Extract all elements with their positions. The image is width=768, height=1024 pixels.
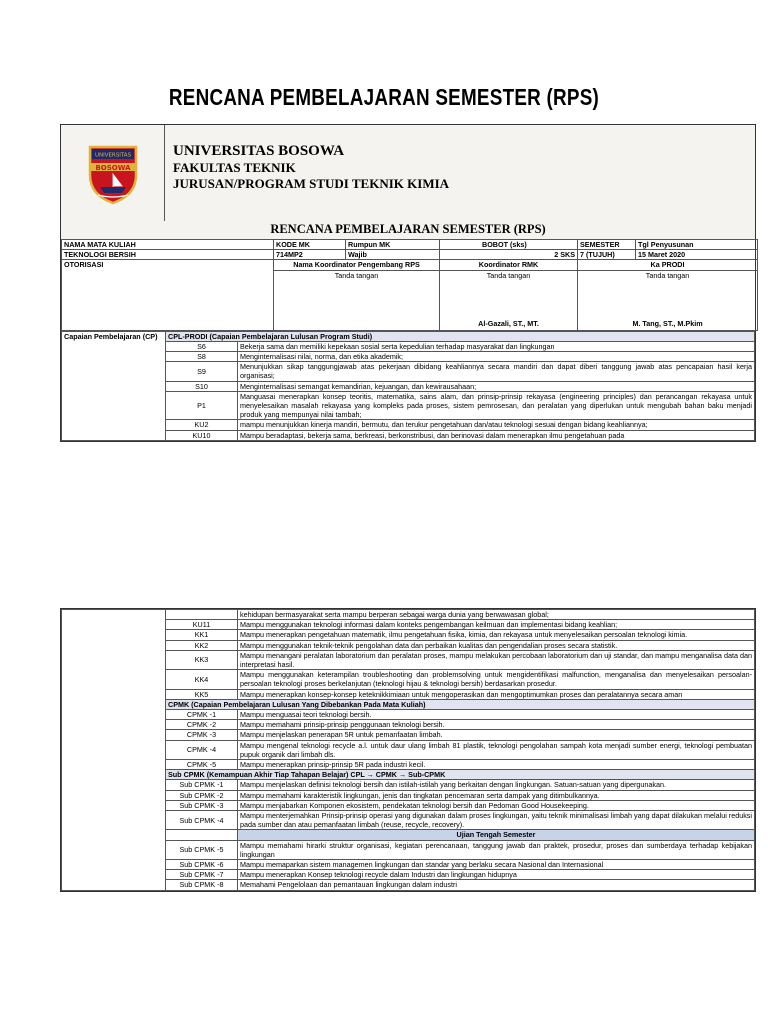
koord-rmk-label: Koordinator RMK [440, 260, 578, 270]
cpl-item-code: KU2 [166, 420, 238, 430]
sub-cpmk-item-code: Sub CPMK -6 [166, 860, 238, 870]
cp-table [61, 331, 755, 441]
otorisasi-label: OTORISASI [62, 260, 274, 330]
ka-prodi-label: Ka PRODI [578, 260, 758, 270]
cpl-item-text: Bekerja sama dan memiliki kepekaan sosial serta kepedulian terhadap masyarakat dan lingkungan [238, 341, 755, 351]
cp-continuation-table [61, 609, 755, 891]
sign-prodi: Tanda tangan M. Tang, ST., M.Pkim [578, 270, 758, 330]
course-name: TEKNOLOGI BERSIH [62, 250, 274, 260]
cpmk-item-text: Mampu mengenal teknologi recycle a.l. untuk daur ulang limbah 81 plastik, teknologi pengolahan sampah kota menjadi sumber energi, teknologi pembuatan pupuk organik dari limbah dls. [238, 740, 755, 759]
cp-label-empty [62, 610, 166, 891]
cpmk-item-text: Mampu memahami prinsip-prinsip penggunaan teknologi bersih. [238, 720, 755, 730]
cp-label: Capaian Pembelajaran (CP) [62, 331, 166, 440]
sub-cpmk-item-text: Mampu memahami karakteristik lingkungan, jenis dan tingkatan pencemaran serta dampak yang ditimbulkannya. [238, 790, 755, 800]
department-name: JURUSAN/PROGRAM STUDI TEKNIK KIMIA [173, 176, 450, 191]
cpl-item-code: KU10 [166, 430, 238, 440]
svg-text:UNIVERSITAS: UNIVERSITAS [94, 152, 131, 159]
cpl-item-code: KK2 [166, 640, 238, 650]
sub-cpmk-item-text: Mampu memaparkan sistem managemen lingkungan dan standar yang berlaku secara Nasional dan Internasional [238, 860, 755, 870]
course-semester: 7 (TUJUH) [578, 250, 636, 260]
faculty-name: FAKULTAS TEKNIK [173, 160, 296, 175]
svg-text:BOSOWA: BOSOWA [94, 163, 131, 172]
col-semester: SEMESTER [578, 240, 636, 250]
sub-cpmk-header: Sub CPMK (Kemampuan Akhir Tiap Tahapan Belajar) CPL → CPMK → Sub-CPMK [166, 770, 755, 780]
sub-cpmk-item-text: Mampu menerapkan Konsep teknologi recycle dalam Industri dan lingkungan hidupnya [238, 870, 755, 880]
rps-subtitle: RENCANA PEMBELAJARAN SEMESTER (RPS) [61, 221, 755, 239]
rmk-name: Al-Gazali, ST., MT. [478, 319, 539, 329]
cpl-item-code: KK5 [166, 689, 238, 699]
uts-spacer [166, 830, 238, 840]
cpl-item-code: P1 [166, 391, 238, 420]
cpl-item-text: Mampu menggunakan keterampilan troubleshooting dan problemsolving untuk mengidentifikasi malfunction, menganalisa dan menyelesaikan persoalan-persoalan teknologi proses berkelanjutan (teknologi hijau & teknologi bersih) berdasarkan prosedur. [238, 670, 755, 689]
cpmk-header: CPMK (Capaian Pembelajaran Lulusan Yang Dibebankan Pada Mata Kuliah) [166, 699, 755, 709]
cpmk-item-text: Mampu menerapkan prinsip-prinsip 5R pada industri kecil. [238, 760, 755, 770]
sub-cpmk-item-code: Sub CPMK -2 [166, 790, 238, 800]
cpl-item-code: S9 [166, 362, 238, 381]
cpl-item-text: Manguasai menerapkan konsep teoritis, matematika, sains alam, dan prinsip-prinsip rekayasa (engineering principles) dan perancangan rekayasa untuk menyelesaikan masalah rekayasa yang kompleks pada proses, sistem pemrosesan, dan peralatan yang diperlukan untuk mengubah bahan baku menjadi produk yang mempunyai nilai tambah; [238, 391, 755, 420]
col-bobot: BOBOT (sks) [440, 240, 578, 250]
cpl-item-code: S8 [166, 352, 238, 362]
col-kode-mk: KODE MK [274, 240, 346, 250]
cpl-item-text: Mampu menggunakan teknologi informasi dalam konteks pengembangan keilmuan dan implementasi bidang keahlian; [238, 620, 755, 630]
cpl-item-code: KK3 [166, 650, 238, 669]
code-cell [166, 610, 238, 620]
course-code: 714MP2 [274, 250, 346, 260]
course-credits: 2 SKS [440, 250, 578, 260]
cpl-item-text: Mampu menangani peralatan laboratorium dan peralatan proses, mampu melakukan percobaan laboratorium dan uji standar, dan mampu menganalisa data dan interpretasi hasil. [238, 650, 755, 669]
cpl-item-text: Mampu beradaptasi, bekerja sama, berkreasi, berkonstribusi, dan berinovasi dalam menerapkan ilmu pengetahuan pada [238, 430, 755, 440]
logo [61, 125, 165, 221]
sub-cpmk-item-text: Mampu menjelaskan definisi teknologi bersih dan istilah-istilah yang berkaitan dengan lingkungan. Satuan-satuan yang dipergunakan. [238, 780, 755, 790]
university-crest-icon [86, 141, 140, 205]
header [61, 125, 755, 221]
prodi-name: M. Tang, ST., M.Pkim [632, 319, 703, 329]
cpmk-item-code: CPMK -4 [166, 740, 238, 759]
cpmk-item-code: CPMK -1 [166, 710, 238, 720]
sub-cpmk-item-code: Sub CPMK -4 [166, 811, 238, 830]
cpl-item-text: Mampu menerapkan konsep-konsep keteknikkimiaan untuk mengoperasikan dan mengoptimumkan proses dan peralatannya secara aman [238, 689, 755, 699]
cpl-item-code: KU11 [166, 620, 238, 630]
sub-cpmk-item-text: Memahami Pengelolaan dan pemantauan lingkungan dalam industri [238, 880, 755, 890]
sub-cpmk-item-code: Sub CPMK -1 [166, 780, 238, 790]
sign-rps: Tanda tangan [274, 270, 440, 330]
continuation-text: kehidupan bermasyarakat serta mampu berperan sebagai warga dunia yang berwawasan global; [238, 610, 755, 620]
cpl-item-text: Menginternalisasi semangat kemandirian, kejuangan, dan kewirausahaan; [238, 381, 755, 391]
sub-cpmk-item-text: Mampu memahami hirarki struktur organisasi, kegiatan perencanaan, tanggung jawab dan praktek, prosedur, proses dan sumberdaya terhadap kebijakan lingkungan [238, 840, 755, 859]
cpl-item-code: KK1 [166, 630, 238, 640]
sub-cpmk-item-text: Mampu menjabarkan Komponen ekosistem, pendekatan teknologi bersih dan Pedoman Good Housekeeping. [238, 800, 755, 810]
col-nama-mk: NAMA MATA KULIAH [62, 240, 274, 250]
course-group: Wajib [346, 250, 440, 260]
cpl-item-text: Menunjukkan sikap tanggungjawab atas pekerjaan dibidang keahliannya secara mandiri dan dapat diberi tanggung jawab atas pencapaian hasil kerja organisasi; [238, 362, 755, 381]
document-title: RENCANA PEMBELAJARAN SEMESTER (RPS) [168, 84, 600, 110]
cpmk-item-text: Mampu menguasai teori teknologi bersih. [238, 710, 755, 720]
cpl-item-code: KK4 [166, 670, 238, 689]
koord-rps-label: Nama Koordinator Pengembang RPS [274, 260, 440, 270]
cpmk-item-code: CPMK -5 [166, 760, 238, 770]
course-date: 15 Maret 2020 [636, 250, 758, 260]
uts-label: Ujian Tengah Semester [238, 830, 755, 840]
rps-page-2 [60, 608, 756, 892]
sub-cpmk-item-code: Sub CPMK -8 [166, 880, 238, 890]
cpl-item-text: Mampu menggunakan teknik-teknik pengolahan data dan perbaikan kualitas dan pengendalian proses secara statistik. [238, 640, 755, 650]
sub-cpmk-item-code: Sub CPMK -5 [166, 840, 238, 859]
cpl-item-code: S6 [166, 341, 238, 351]
info-table [61, 239, 758, 331]
col-tgl: Tgl Penyusunan [636, 240, 758, 250]
col-rumpun-mk: Rumpun MK [346, 240, 440, 250]
sub-cpmk-item-code: Sub CPMK -3 [166, 800, 238, 810]
rps-page-1 [60, 124, 756, 442]
cpl-header: CPL-PRODI (Capaian Pembelajaran Lulusan Program Studi) [166, 331, 755, 341]
cpl-item-text: Mampu menerapkan pengetahuan matematik, ilmu pengetahuan fisika, kimia, dan rekayasa untuk menyelesaikan persoalan teknologi kimia. [238, 630, 755, 640]
cpmk-item-code: CPMK -3 [166, 730, 238, 740]
cpl-item-text: mampu menunjukkan kinerja mandiri, bermutu, dan terukur pengetahuan dan/atau teknologi sesuai dengan bidang keahliannya; [238, 420, 755, 430]
cpmk-item-text: Mampu menjelaskan penerapan 5R untuk pemanfaatan limbah. [238, 730, 755, 740]
cpmk-item-code: CPMK -2 [166, 720, 238, 730]
sub-cpmk-item-text: Mampu menterjemahkan Prinsip-prinsip operasi yang digunakan dalam proses lingkungan, yaitu teknik minimalisasi limbah yang dapat dilakukan melalui reduksi pada sumber dan atau pemanfaatan limbah (reuse, recycle, recovery). [238, 811, 755, 830]
header-text [165, 125, 449, 221]
sub-cpmk-item-code: Sub CPMK -7 [166, 870, 238, 880]
cpl-item-text: Menginternalisasi nilai, norma, dan etika akademik; [238, 352, 755, 362]
cpl-item-code: S10 [166, 381, 238, 391]
sign-rmk: Tanda tangan Al-Gazali, ST., MT. [440, 270, 578, 330]
university-name: UNIVERSITAS BOSOWA [173, 143, 345, 159]
